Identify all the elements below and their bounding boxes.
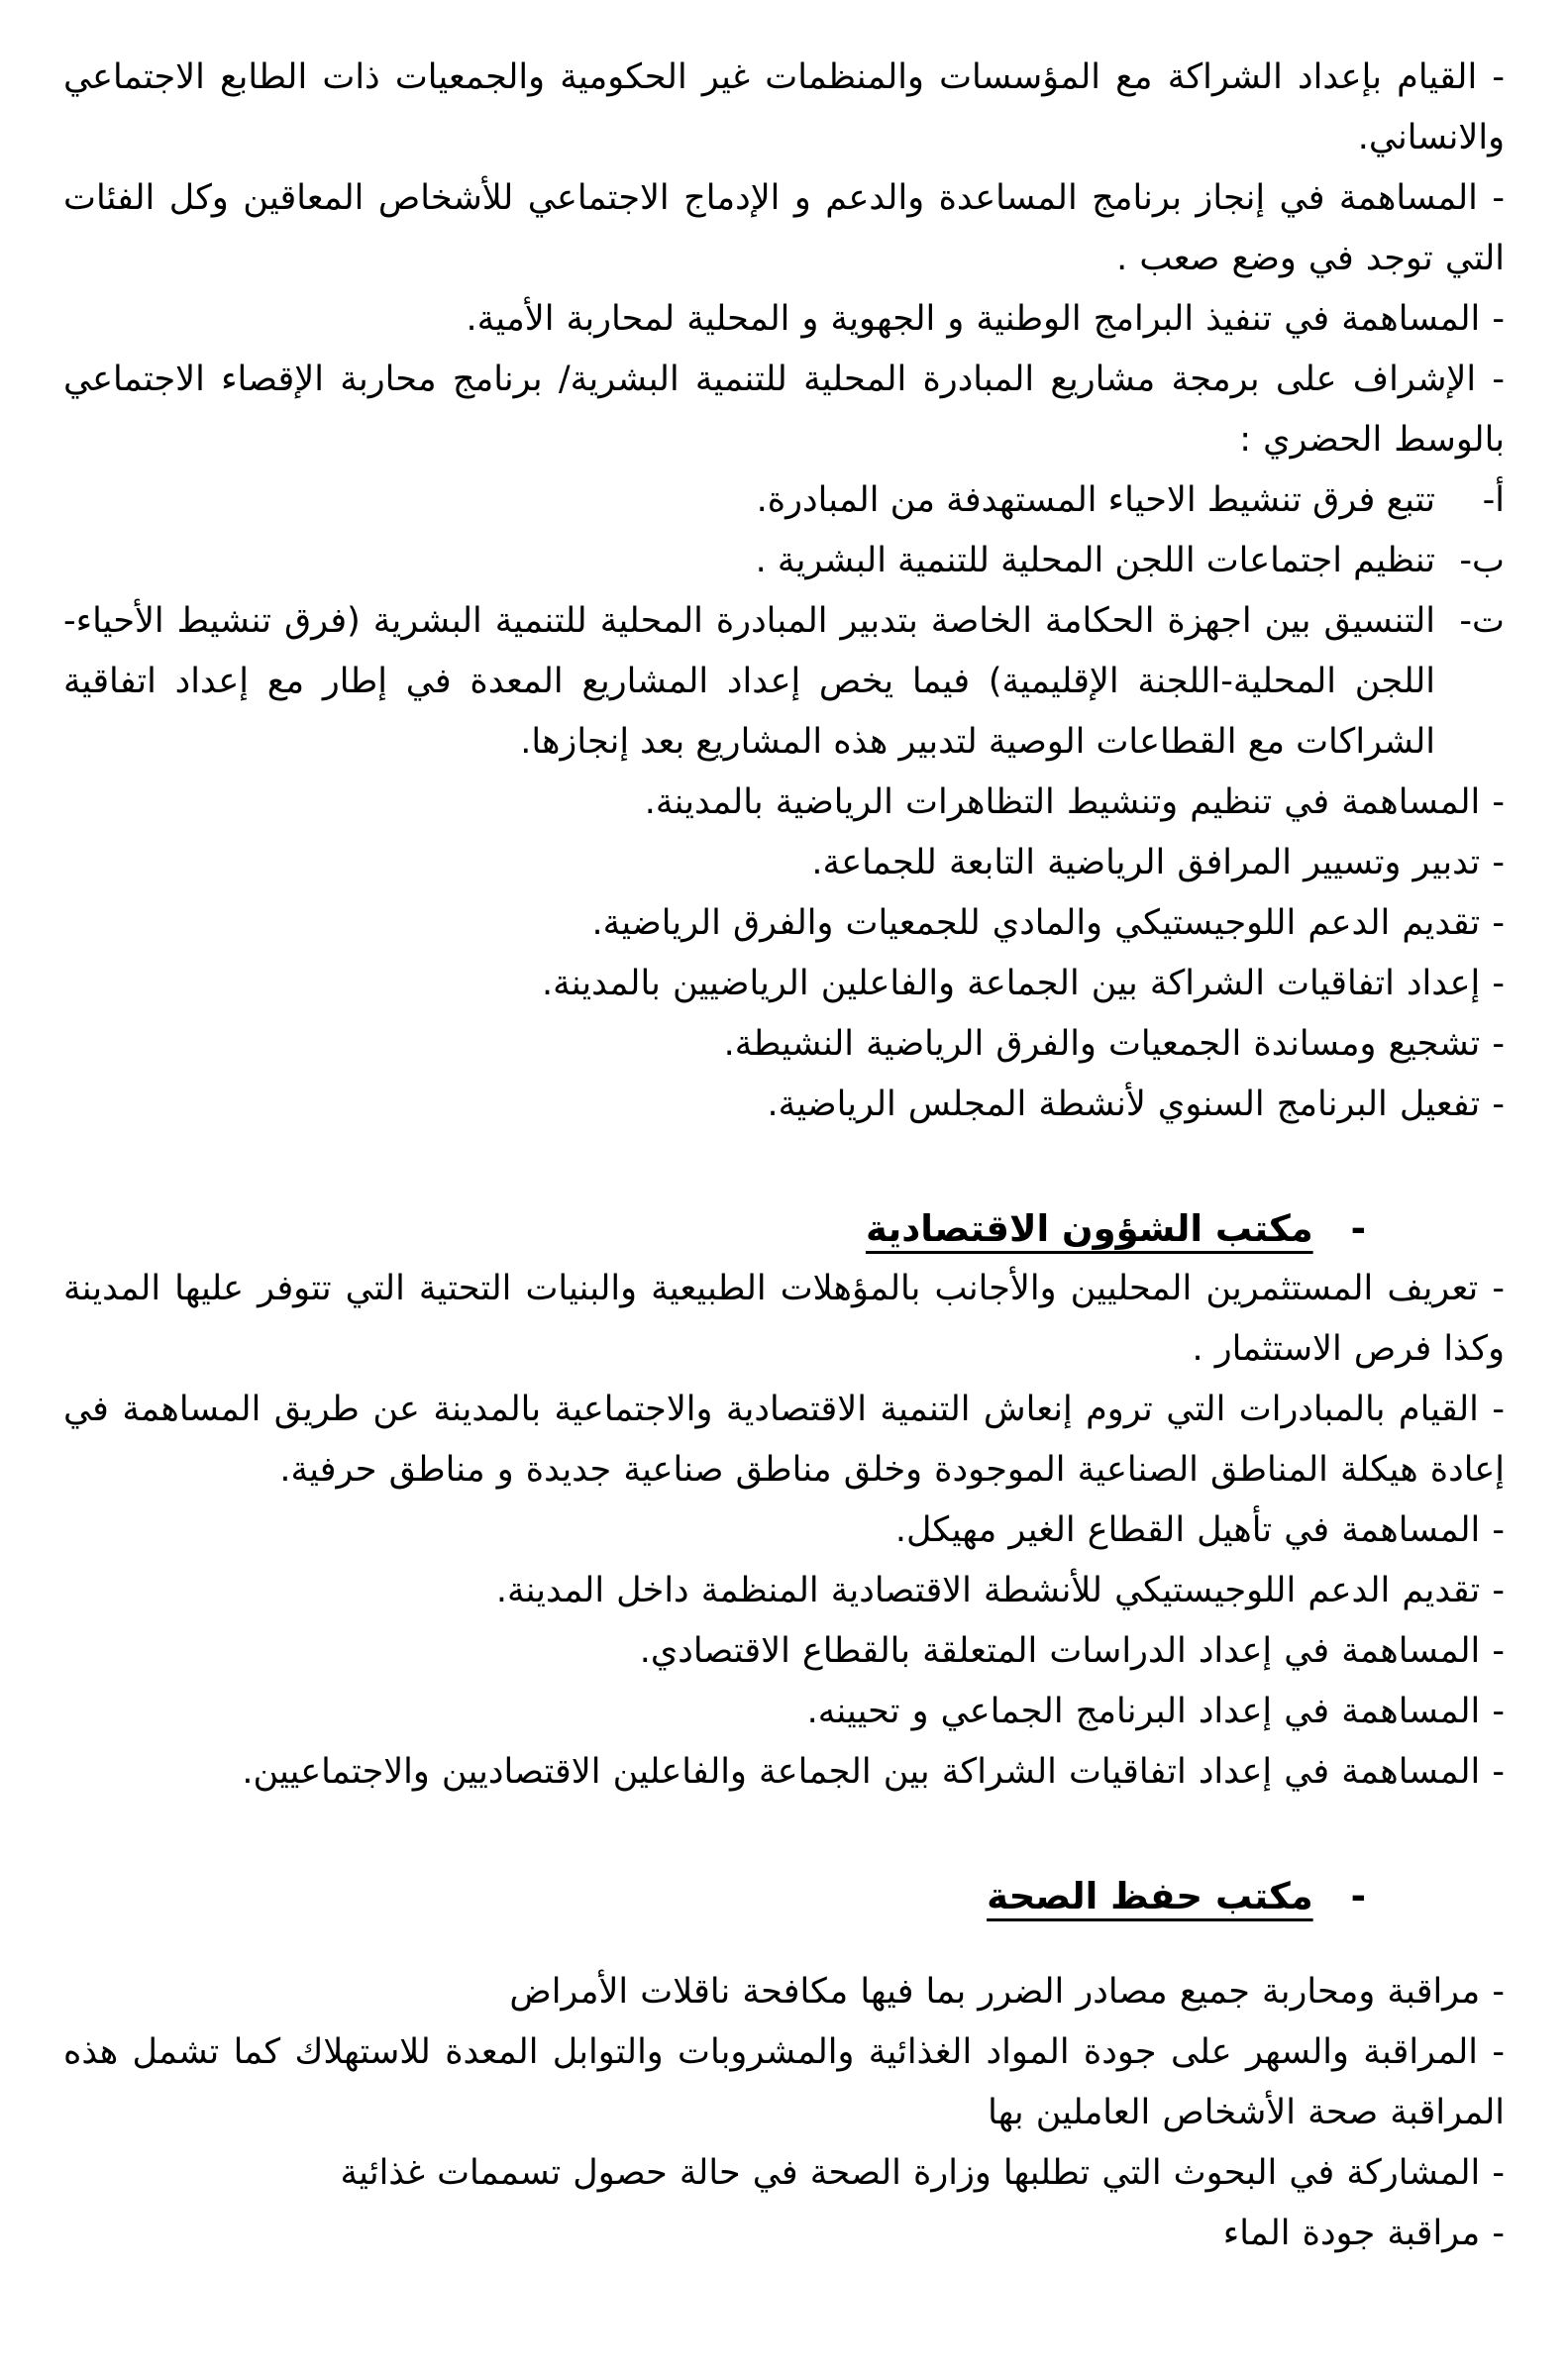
list-item: - القيام بإعداد الشراكة مع المؤسسات والمنظمات غير الحكومية والجمعيات ذات الطابع الاجتماعي والانساني. [63, 57, 1505, 157]
list-item: - المشاركة في البحوث التي تطلبها وزارة الصحة في حالة حصول تسممات غذائية [340, 2153, 1505, 2193]
sub-item-t [63, 591, 1505, 773]
heading-dash: - [1350, 1207, 1366, 1250]
sub-item-text: تتبع فرق تنشيط الاحياء المستهدفة من المبادرة. [756, 480, 1435, 520]
sub-item-marker: ت- [1459, 601, 1505, 641]
list-item: - إعداد اتفاقيات الشراكة بين الجماعة والفاعلين الرياضيين بالمدينة. [541, 964, 1505, 1003]
list-item: - المساهمة في تنظيم وتنشيط التظاهرات الرياضية بالمدينة. [644, 782, 1505, 822]
economic-items [63, 1259, 1505, 1803]
list-item: - المساهمة في تنفيذ البرامج الوطنية و الجهوية و المحلية لمحاربة الأمية. [466, 299, 1505, 339]
list-item: - الإشراف على برمجة مشاريع المبادرة المحلية للتنمية البشرية/ برنامج محاربة الإقصاء الاجتماعي بالوسط الحضري : [63, 360, 1505, 460]
health-items [63, 1962, 1505, 2264]
sub-item-text: تنظيم اجتماعات اللجن المحلية للتنمية البشرية . [755, 541, 1435, 580]
list-item: - المساهمة في إعداد اتفاقيات الشراكة بين الجماعة والفاعلين الاقتصاديين والاجتماعيين. [242, 1752, 1505, 1792]
sport-items [63, 773, 1505, 1135]
list-item: - المراقبة والسهر على جودة المواد الغذائية والمشروبات والتوابل المعدة للاستهلاك كما تشمل هذه المراقبة صحة الأشخاص العاملين بها [63, 2032, 1505, 2132]
sub-item-text: التنسيق بين اجهزة الحكامة الخاصة بتدبير المبادرة المحلية للتنمية البشرية (فرق تنشيط الأحياء- اللجن المحلية-اللجنة الإقليمية) فيما يخص إعداد المشاريع المعدة في إطار مع إعداد اتفاقية الشراكات مع القطاعات الوصية لتدبير هذه المشاريع بعد إنجازها. [63, 601, 1435, 762]
social-items [63, 48, 1505, 470]
health-section-heading [63, 1866, 1505, 1926]
heading-title: مكتب حفظ الصحة [987, 1875, 1313, 1917]
list-item: - تشجيع ومساندة الجمعيات والفرق الرياضية النشيطة. [723, 1024, 1505, 1064]
list-item: - تفعيل البرنامج السنوي لأنشطة المجلس الرياضية. [767, 1085, 1505, 1124]
list-item: - المساهمة في تأهيل القطاع الغير مهيكل. [894, 1510, 1505, 1550]
sub-items [63, 470, 1505, 773]
sub-item-marker: ب- [1459, 541, 1505, 580]
list-item: - مراقبة جودة الماء [1222, 2214, 1505, 2253]
list-item: - المساهمة في إعداد الدراسات المتعلقة بالقطاع الاقتصادي. [639, 1631, 1505, 1671]
section-gap [63, 1135, 1505, 1198]
list-item: - تدبير وتسيير المرافق الرياضية التابعة للجماعة. [811, 843, 1505, 882]
sub-item-b [63, 531, 1505, 591]
sub-item-marker: أ- [1482, 480, 1505, 520]
list-item: - المساهمة في إعداد البرنامج الجماعي و تحيينه. [806, 1692, 1505, 1731]
section-gap [63, 1803, 1505, 1866]
economic-section-heading [63, 1198, 1505, 1259]
heading-dash: - [1350, 1875, 1366, 1917]
list-item: - تقديم الدعم اللوجيستيكي والمادي للجمعيات والفرق الرياضية. [591, 903, 1505, 943]
list-item: - مراقبة ومحاربة جميع مصادر الضرر بما فيها مكافحة ناقلات الأمراض [509, 1972, 1505, 2012]
list-item: - القيام بالمبادرات التي تروم إنعاش التنمية الاقتصادية والاجتماعية بالمدينة عن طريق المساهمة في إعادة هيكلة المناطق الصناعية الموجودة وخلق مناطق صناعية جديدة و مناطق حرفية. [63, 1390, 1505, 1490]
heading-title: مكتب الشؤون الاقتصادية [865, 1207, 1313, 1250]
sub-item-a [63, 470, 1505, 531]
list-item: - المساهمة في إنجاز برنامج المساعدة والدعم و الإدماج الاجتماعي للأشخاص المعاقين وكل الفئات التي توجد في وضع صعب . [63, 178, 1505, 278]
list-item: - تقديم الدعم اللوجيستيكي للأنشطة الاقتصادية المنظمة داخل المدينة. [495, 1571, 1505, 1610]
section-gap [63, 1926, 1505, 1962]
list-item: - تعريف المستثمرين المحليين والأجانب بالمؤهلات الطبيعية والبنيات التحتية التي تتوفر عليها المدينة وكذا فرص الاستثمار . [63, 1269, 1505, 1369]
